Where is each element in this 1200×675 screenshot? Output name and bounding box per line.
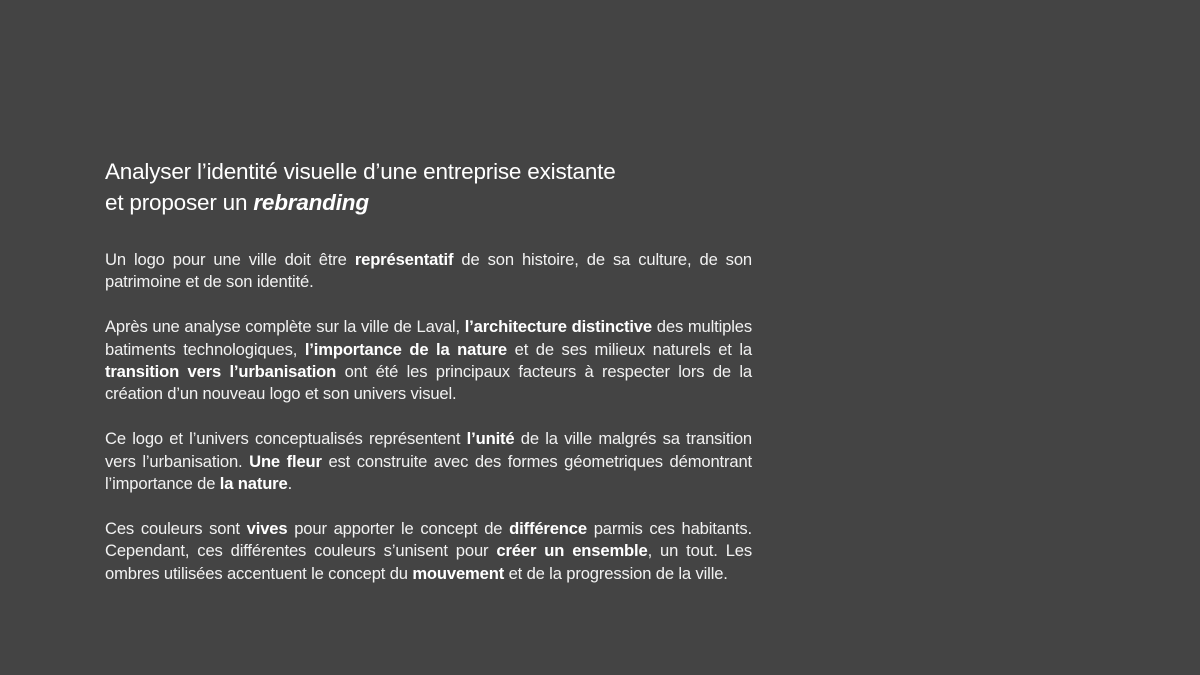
paragraph-analysis xyxy=(105,316,752,406)
bold-segment: l’architecture distinctive xyxy=(464,317,653,337)
text-segment: . xyxy=(287,474,293,494)
text-segment: parmis ces habitants. Cependant, ces différentes couleurs s’unisent pour xyxy=(105,518,752,561)
text-segment: est construite avec des formes géometriques démontrant l’importance de xyxy=(105,451,752,494)
bold-segment: Une fleur xyxy=(249,451,322,471)
page-title xyxy=(105,156,752,218)
text-segment: pour apporter le concept de xyxy=(287,518,510,538)
title-line-2-prefix: et proposer un xyxy=(105,190,254,215)
text-segment: et de ses milieux naturels et la xyxy=(507,339,752,359)
text-segment: de la ville malgrés sa transition vers l’urbanisation. xyxy=(105,429,752,471)
text-segment: Après une analyse complète sur la ville de Laval, xyxy=(105,317,465,337)
text-segment: ont été les principaux facteurs à respecter lors de la création d’un nouveau logo et son univers visuel. xyxy=(105,362,752,404)
bold-segment: la nature xyxy=(219,474,288,494)
bold-segment: créer un ensemble xyxy=(496,541,648,561)
title-line-1: Analyser l’identité visuelle d’une entreprise existante xyxy=(105,159,616,184)
bold-segment: mouvement xyxy=(412,563,505,583)
text-segment: Un logo pour une ville doit être xyxy=(105,250,355,269)
paragraph-colors xyxy=(105,518,752,585)
text-segment: Ces couleurs sont xyxy=(105,518,247,538)
text-segment: des multiples batiments technologiques, xyxy=(105,317,752,359)
bold-segment: vives xyxy=(246,518,288,538)
bold-segment: différence xyxy=(509,518,587,538)
text-segment: Ce logo et l’univers conceptualisés représentent xyxy=(105,429,467,449)
title-line-2-emphasis: rebranding xyxy=(253,190,369,215)
bold-segment: l’importance de la nature xyxy=(304,339,507,359)
paragraph-concept xyxy=(105,428,752,495)
text-segment: , un tout. Les ombres utilisées accentuent le concept du xyxy=(105,541,752,583)
bold-segment: transition vers l’urbanisation xyxy=(105,362,337,382)
bold-segment: représentatif xyxy=(354,250,454,269)
content-block xyxy=(105,156,752,585)
text-segment: de son histoire, de sa culture, de son patrimoine et de son identité. xyxy=(105,250,752,292)
paragraph-logo-intro xyxy=(105,249,752,294)
bold-segment: l’unité xyxy=(466,429,515,449)
text-segment: et de la progression de la ville. xyxy=(504,563,728,583)
